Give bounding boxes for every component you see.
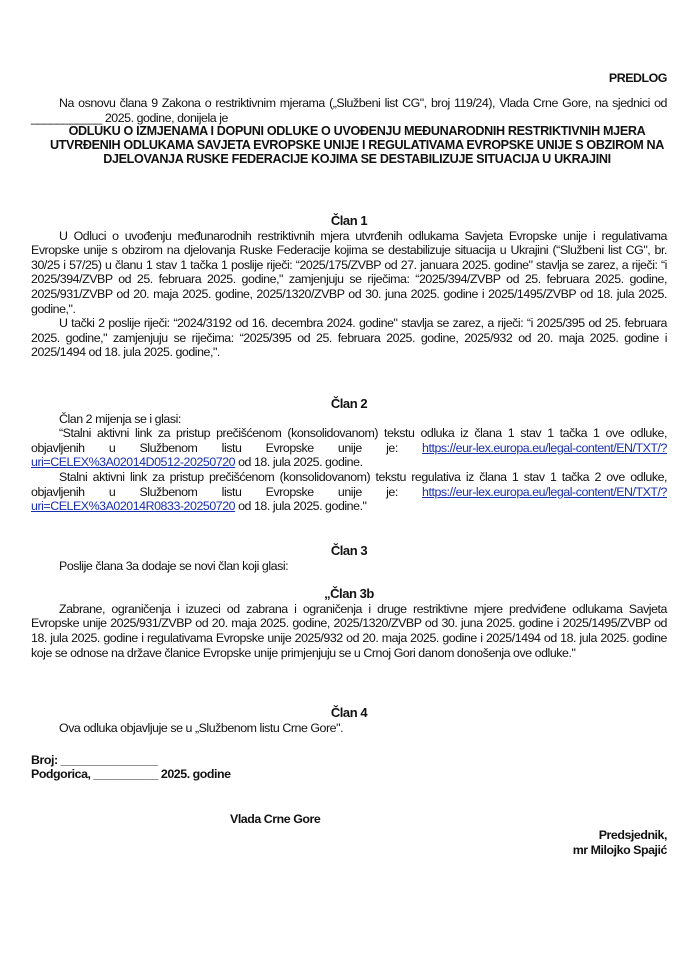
- government-name: Vlada Crne Gore: [230, 812, 321, 826]
- article-1-paragraph-2: U tački 2 poslije riječi: “2024/3192 od 16. decembra 2024. godine" stavlja se zarez, a riječi: “i 2025/395 od 25. februara 2025. godine," zamjenjuju se riječima: “2025/395 od 25. februara 2025. godine, 2025/932 od 20. maja 2025. godine i 2025/1494 od 18. jula 2025. godine,".: [31, 316, 667, 360]
- article-1-paragraph-1: U Odluci o uvođenju međunarodnih restriktivnih mjera utvrđenih odlukama Savjeta Evropske unije i regulativama Evropske unije s obzirom na djelovanja Ruske Federacije kojima se destabilizuje situacija u Ukrajini (“Službeni list CG", br. 30/25 i 57/25) u članu 1 stav 1 tačka 1 poslije riječi: “2025/175/ZVBP od 27. januara 2025. godine" stavlja se zarez, a riječi: “i 2025/394/ZVBP od 25. februara 2025. godine," zamjenjuju se riječima: “2025/394/ZVBP od 25. februara 2025. godine, 2025/931/ZVBP od 20. maja 2025. godine, 2025/1320/ZVBP od 30. juna 2025. godine i 2025/1495/ZVBP od 18. jula 2025. godine,".: [31, 228, 667, 316]
- signatory-title: Predsjednik,: [598, 828, 667, 842]
- document-title: ODLUKU O IZMJENAMA I DOPUNI ODLUKE O UVOĐENJU MEĐUNARODNIH RESTRIKTIVNIH MJERA UTVRĐENIH ODLUKAMA SAVJETA EVROPSKE UNIJE I REGULATIVAMA EVROPSKE UNIJE S OBZIROM NA DJELOVANJA RUSKE FEDERACIJE KOJIMA SE DESTABILIZUJE SITUACIJA U UKRAJINI: [49, 124, 665, 167]
- link-tail-text: od 18. jula 2025. godine.: [235, 455, 363, 470]
- article-1-heading: Član 1: [330, 213, 368, 228]
- place-date: Podgorica, __________ 2025. godine: [31, 767, 231, 781]
- link-tail-text: od 18. jula 2025. godine.": [235, 499, 367, 514]
- draft-label: PREDLOG: [608, 71, 667, 85]
- article-1: [31, 214, 667, 360]
- article-3: [31, 544, 667, 660]
- document-number: Broj: _______________: [31, 753, 158, 767]
- article-2-paragraph-3: [31, 470, 667, 514]
- eurlex-regulation-link[interactable]: https://eur-lex.europa.eu/legal-content/EN/TXT/?uri=CELEX%3A02014R0833-20250720: [31, 484, 667, 514]
- article-2-heading: Član 2: [330, 396, 368, 411]
- intro-paragraph: Na osnovu člana 9 Zakona o restriktivnim mjerama („Službeni list CG", broj 119/24), Vlada Crne Gore, na sjednici od ___________ 2025. godine, donijela je: [31, 96, 667, 125]
- eurlex-decision-link[interactable]: https://eur-lex.europa.eu/legal-content/EN/TXT/?uri=CELEX%3A02014D0512-20250720: [31, 440, 667, 470]
- article-4-heading: Član 4: [330, 705, 368, 720]
- article-4-paragraph: Ova odluka objavljuje se u „Službenom listu Crne Gore".: [59, 720, 344, 735]
- article-2-paragraph-1: Član 2 mijenja se i glasi:: [59, 411, 181, 426]
- article-3-heading: Član 3: [330, 543, 368, 558]
- article-3b-heading: „Član 3b: [324, 586, 374, 602]
- link-intro-text: Stalni aktivni link za pristup prečišćenom (konsolidovanom) tekstu regulativa iz člana 1 stav 1 tačka 2 ove odluke, objavljenih u Službenom listu Evropske unije je:: [31, 469, 667, 499]
- article-3-paragraph-1: Poslije člana 3a dodaje se novi član koji glasi:: [59, 558, 289, 573]
- article-2-paragraph-2: [31, 426, 667, 470]
- article-4: [31, 706, 667, 735]
- article-3b-paragraph: Zabrane, ograničenja i izuzeci od zabrana i ograničenja i druge restriktivne mjere predviđene odlukama Savjeta Evropske unije 2025/931/ZVBP od 20. maja 2025. godine, 2025/1320/ZVBP od 30. juna 2025. godine i 2025/1495/ZVBP od 18. jula 2025. godine i regulativama Evropske unije 2025/932 od 20. maja 2025. godine i 2025/1494 od 18. jula 2025. godine koje se odnose na države članice Evropske unije primjenjuju se u Crnoj Gori danom donošenja ove odluke.": [31, 601, 667, 660]
- signatory-name: mr Milojko Spajić: [572, 843, 667, 857]
- article-2: [31, 397, 667, 514]
- link-intro-text: “Stalni aktivni link za pristup prečišćenom (konsolidovanom) tekstu odluka iz člana 1 stav 1 tačka 1 ove odluke, objavljenih u Službenom listu Evropske unije je:: [31, 426, 667, 455]
